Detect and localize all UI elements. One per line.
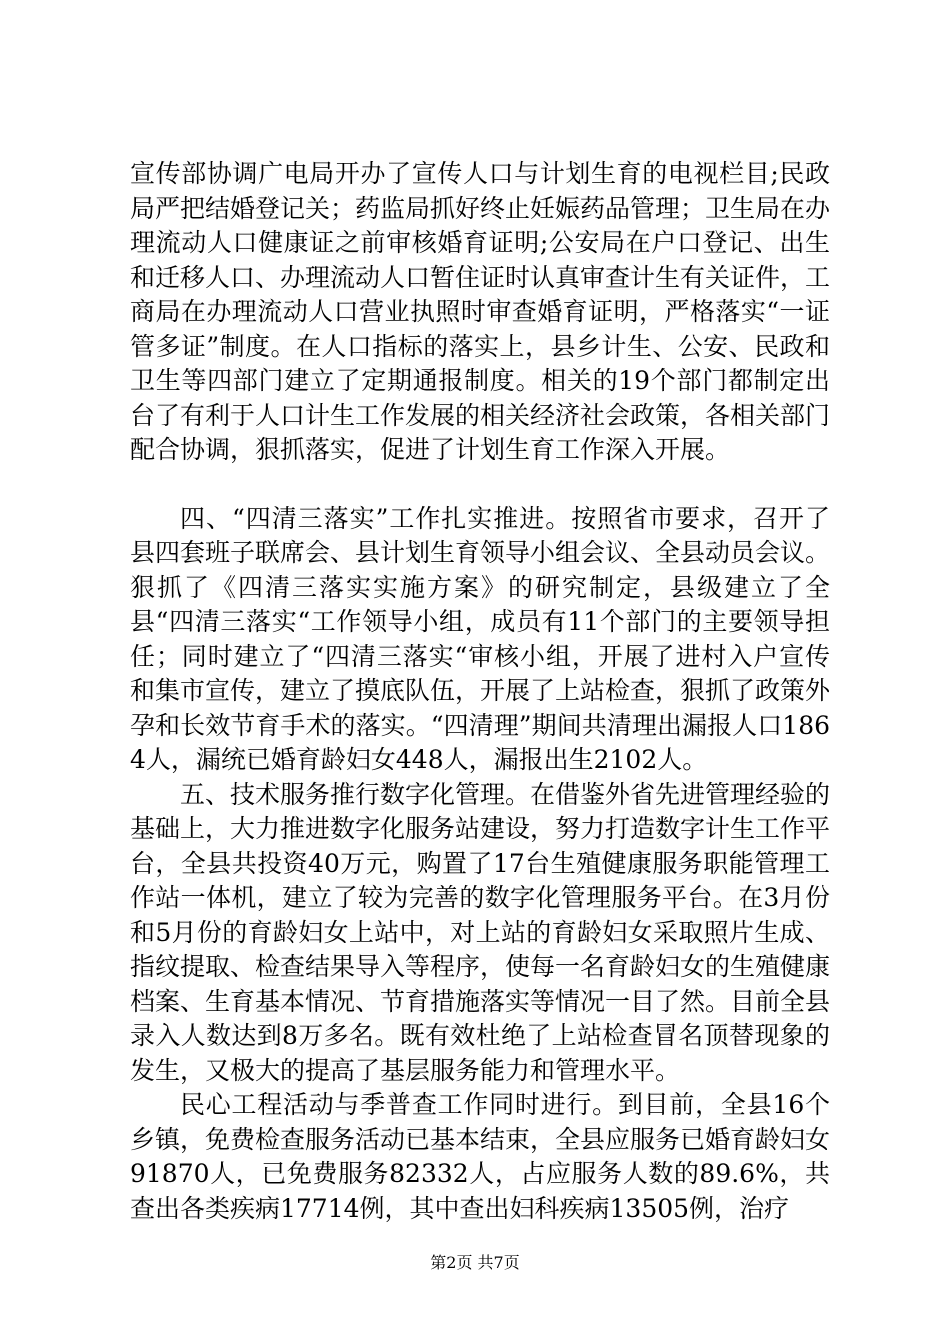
paragraph-section-five: 五、技术服务推行数字化管理。在借鉴外省先进管理经验的基础上，大力推进数字化服务站建设，努力打造数字计生工作平台，全县共投资40万元，购置了17台生殖健康服务职能管理工作站一体机，建立了较为完善的数字化管理服务平台。在3月份和5月份的育龄妇女上站中，对上站的育龄妇女采取照片生成、指纹提取、检查结果导入等程序，使每一名育龄妇女的生殖健康档案、生育基本情况、节育措施落实等情况一目了然。目前全县录入人数达到8万多名。既有效杜绝了上站检查冒名顶替现象的发生，又极大的提高了基层服务能力和管理水平。 (130, 779, 831, 1085)
document-body (130, 157, 830, 1226)
paragraph-departments: 宣传部协调广电局开办了宣传人口与计划生育的电视栏目;民政局严把结婚登记关；药监局抓好终止妊娠药品管理；卫生局在办理流动人口健康证之前审核婚育证明;公安局在户口登记、出生和迁移人口、办理流动人口暂住证时认真审查计生有关证件，工商局在办理流动人口营业执照时审查婚育证明，严格落实“一证管多证”制度。在人口指标的落实上，县乡计生、公安、民政和卫生等四部门建立了定期通报制度。相关的19个部门都制定出台了有利于人口计生工作发展的相关经济社会政策，各相关部门配合协调，狠抓落实，促进了计划生育工作深入开展。 (130, 159, 831, 464)
paragraph-minxin-project: 民心工程活动与季普查工作同时进行。到目前，全县16个乡镇，免费检查服务活动已基本结束，全县应服务已婚育龄妇女91870人，已免费服务82332人，占应服务人数的89.6%，共查出各类疾病17714例，其中查出妇科疾病13505例，治疗 (130, 1090, 831, 1223)
paragraph-section-four: 四、“四清三落实”工作扎实推进。按照省市要求，召开了县四套班子联席会、县计划生育领导小组会议、全县动员会议。狠抓了《四清三落实实施方案》的研究制定，县级建立了全县“四清三落实“工作领导小组，成员有11个部门的主要领导担任；同时建立了“四清三落实“审核小组，开展了进村入户宣传和集市宣传，建立了摸底队伍，开展了上站检查，狠抓了政策外孕和长效节育手术的落实。“四清理”期间共清理出漏报人口1864人，漏统已婚育龄妇女448人，漏报出生2102人。 (130, 503, 831, 774)
paragraph-gap (130, 468, 830, 502)
page-footer: 第2页 共7页 (430, 1253, 520, 1272)
